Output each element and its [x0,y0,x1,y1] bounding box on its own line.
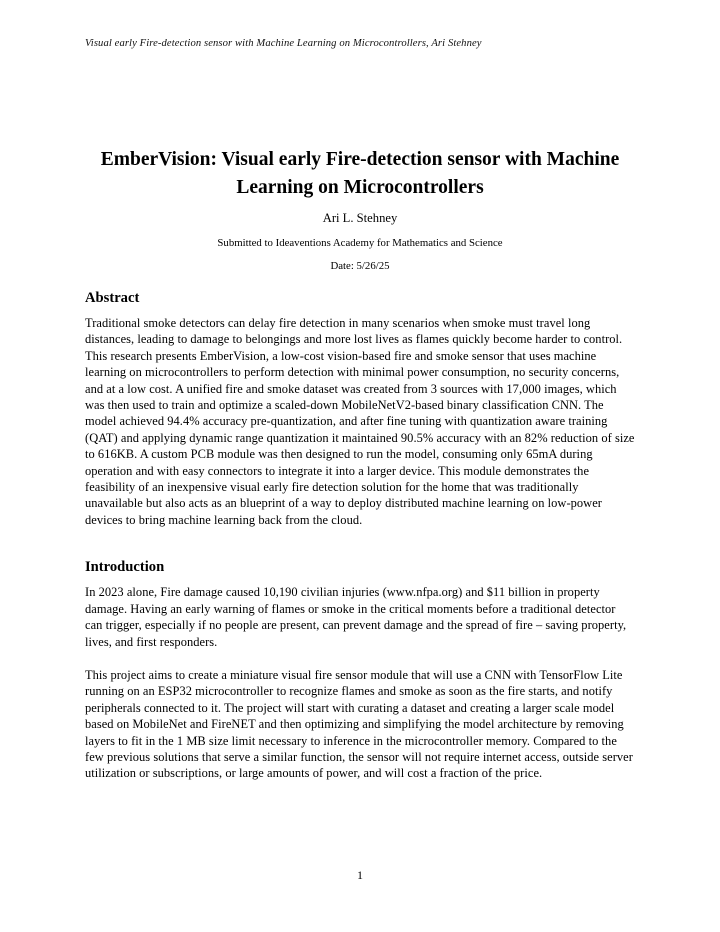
body-content [85,289,636,782]
author-name: Ari L. Stehney [322,211,398,225]
abstract-paragraph: Traditional smoke detectors can delay fire detection in many scenarios when smoke must travel long distances, leading to damage to belongings and more lost lives as flames quickly become harder to control. This research presents EmberVision, a low-cost vision-based fire and smoke sensor that uses machine learning on microcontrollers to perform detection with minimal power consumption, no security concerns, and at a low cost. A unified fire and smoke dataset was created from 3 sources with 17,000 images, which was then used to train and optimize a scaled-down MobileNetV2-based binary classification CNN. The model achieved 94.4% accuracy pre-quantization, and after fine tuning with quantization aware training (QAT) and applying dynamic range quantization it maintained 90.5% accuracy with an 82% reduction of size to 616KB. A custom PCB module was then designed to run the model, consuming only 65mA during operation and with easy connectors to integrate it into a larger device. This module demonstrates the feasibility of an inexpensive visual early fire detection solution for the home that was traditionally unavailable but also acts as an blueprint of a way to deploy distributed machine learning on low-power devices to bring machine learning back from the cloud. [85,316,635,527]
introduction-paragraph-1: In 2023 alone, Fire damage caused 10,190 civilian injuries (www.nfpa.org) and $11 billion in property damage. Having an early warning of flames or smoke in the critical moments before a traditional detector can trigger, especially if no people are present, can prevent damage and the spread of fire – saving property, lives, and first responders. [85,585,627,649]
running-header: Visual early Fire-detection sensor with Machine Learning on Microcontrollers, Ari Stehney [85,38,482,49]
page-number: 1 [357,868,363,882]
submission-line: Submitted to Ideaventions Academy for Mathematics and Science [217,237,503,249]
section-heading-introduction: Introduction [85,559,165,576]
front-matter [60,146,660,273]
paper-title: EmberVision: Visual early Fire-detection sensor with Machine Learning on Microcontrollers [100,149,620,198]
introduction-paragraph-2: This project aims to create a miniature visual fire sensor module that will use a CNN with TensorFlow Lite running on an ESP32 microcontroller to recognize flames and smoke as soon as the fire starts, and notify peripherals connected to it. The project will start with curating a dataset and creating a larger scale model based on MobileNet and FireNET and then optimizing and simplifying the model architecture by removing layers to fit in the 1 MB size limit necessary to inference in the microcontroller memory. Compared to the few previous solutions that serve a similar function, the sensor will not require internet access, outside server utilization or subscriptions, or large amounts of power, and will cost a fraction of the price. [85,667,633,781]
section-heading-abstract: Abstract [85,290,140,306]
date-line: Date: 5/26/25 [330,260,390,272]
